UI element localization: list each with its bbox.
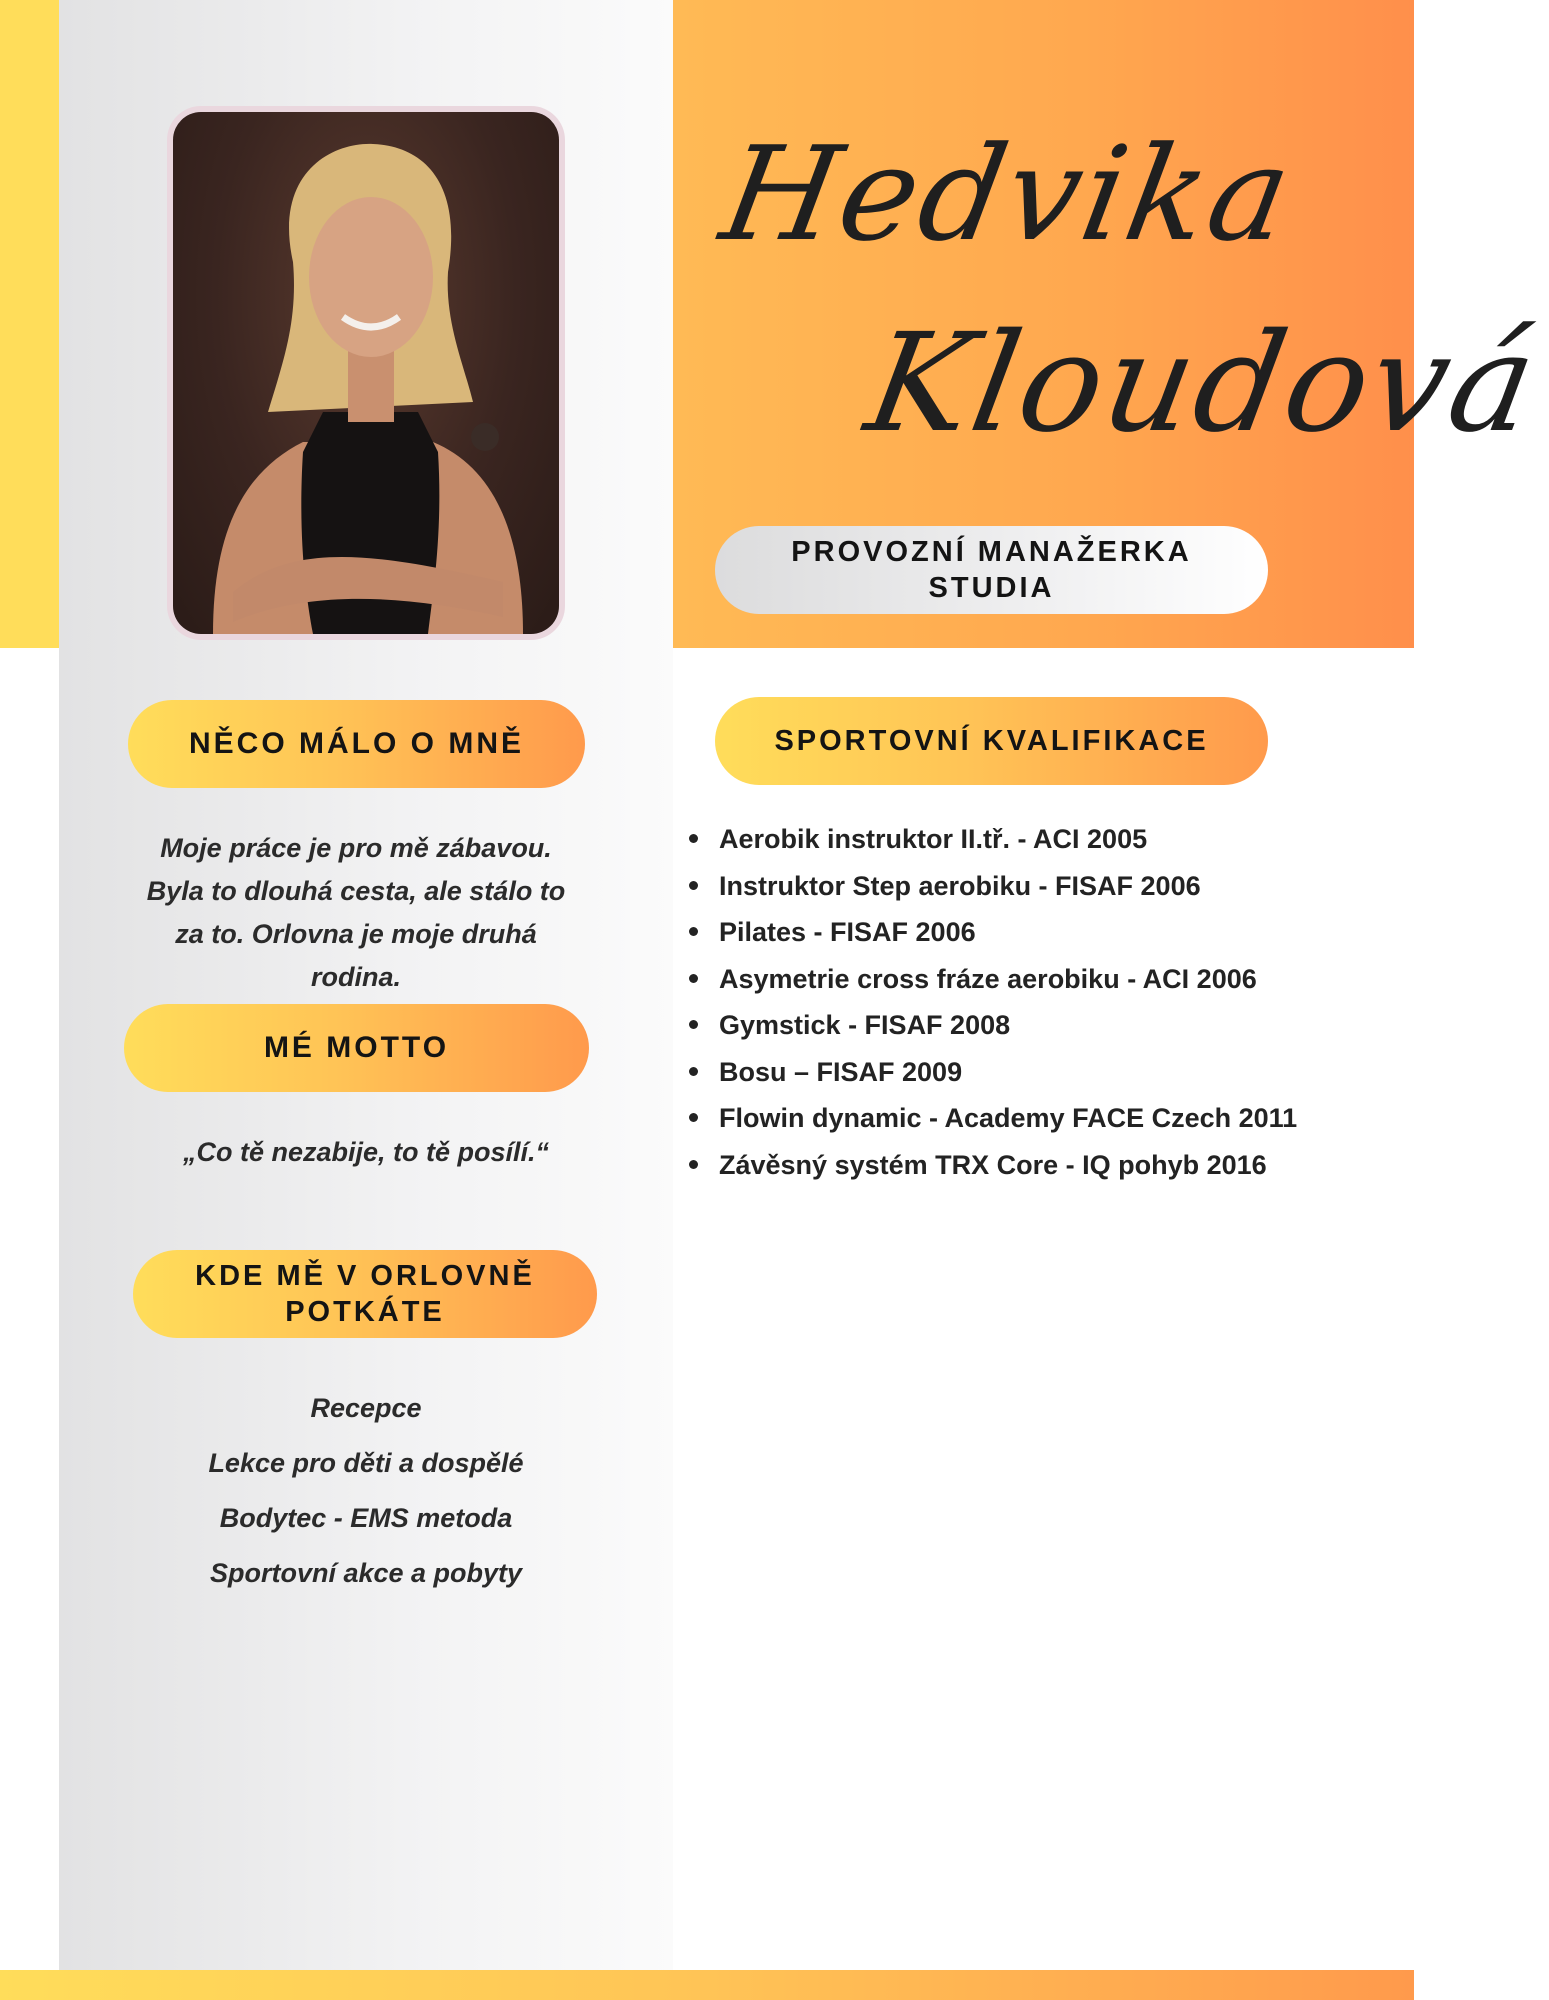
qualification-item — [687, 1144, 1387, 1191]
where-list — [140, 1386, 592, 1606]
bullet-icon — [689, 927, 698, 936]
bullet-icon — [689, 834, 698, 843]
qualification-label: Flowin dynamic - Academy FACE Czech 2011 — [719, 1103, 1298, 1133]
qualification-item — [687, 818, 1387, 865]
bullet-icon — [689, 1067, 698, 1076]
qualification-label: Závěsný systém TRX Core - IQ pohyb 2016 — [719, 1149, 1267, 1180]
profile-photo-frame — [167, 106, 565, 640]
bullet-icon — [689, 1113, 698, 1122]
yellow-accent-strip — [0, 0, 59, 648]
qualification-label: Asymetrie cross fráze aerobiku - ACI 2006 — [719, 963, 1257, 994]
qualification-label: Pilates - FISAF 2006 — [719, 917, 976, 947]
portrait-illustration — [173, 112, 559, 634]
qualification-label: Aerobik instruktor II.tř. - ACI 2005 — [719, 824, 1148, 854]
bullet-icon — [689, 974, 698, 983]
bottom-accent-bar — [0, 1970, 1414, 2000]
qualifications-heading: SPORTOVNÍ KVALIFIKACE — [715, 697, 1268, 785]
qualification-label: Instruktor Step aerobiku - FISAF 2006 — [719, 870, 1201, 901]
qualifications-list — [687, 818, 1387, 1190]
qualification-item — [687, 1097, 1387, 1144]
where-item: Bodytec - EMS metoda — [219, 1503, 513, 1533]
about-heading: NĚCO MÁLO O MNĚ — [128, 700, 585, 788]
motto-text: „Co tě nezabije, to tě posílí.“ — [182, 1137, 550, 1167]
qualification-item — [687, 1051, 1387, 1098]
first-name-signature: Hedvika — [711, 118, 1305, 270]
qualification-label: Gymstick - FISAF 2008 — [719, 1010, 1011, 1040]
job-title-badge: PROVOZNÍ MANAŽERKA STUDIA — [715, 526, 1268, 614]
where-item: Lekce pro děti a dospělé — [208, 1448, 524, 1478]
bullet-icon — [689, 1160, 698, 1169]
qualification-label: Bosu – FISAF 2009 — [719, 1056, 963, 1087]
qualification-item — [687, 1004, 1387, 1051]
where-item: Sportovní akce a pobyty — [209, 1558, 523, 1588]
bullet-icon — [689, 881, 698, 890]
last-name-signature: Kloudová — [856, 305, 1549, 463]
about-text: Moje práce je pro mě zábavou. Byla to dlouhá cesta, ale stálo to za to. Orlovna je moje druhá rodina. — [146, 833, 566, 992]
qualification-item — [687, 911, 1387, 958]
profile-photo — [173, 112, 559, 634]
qualification-item — [687, 958, 1387, 1005]
where-heading: KDE MĚ V ORLOVNĚ POTKÁTE — [133, 1250, 597, 1338]
bullet-icon — [689, 1020, 698, 1029]
qualification-item — [687, 865, 1387, 912]
where-item: Recepce — [310, 1393, 422, 1423]
motto-heading: MÉ MOTTO — [124, 1004, 589, 1092]
